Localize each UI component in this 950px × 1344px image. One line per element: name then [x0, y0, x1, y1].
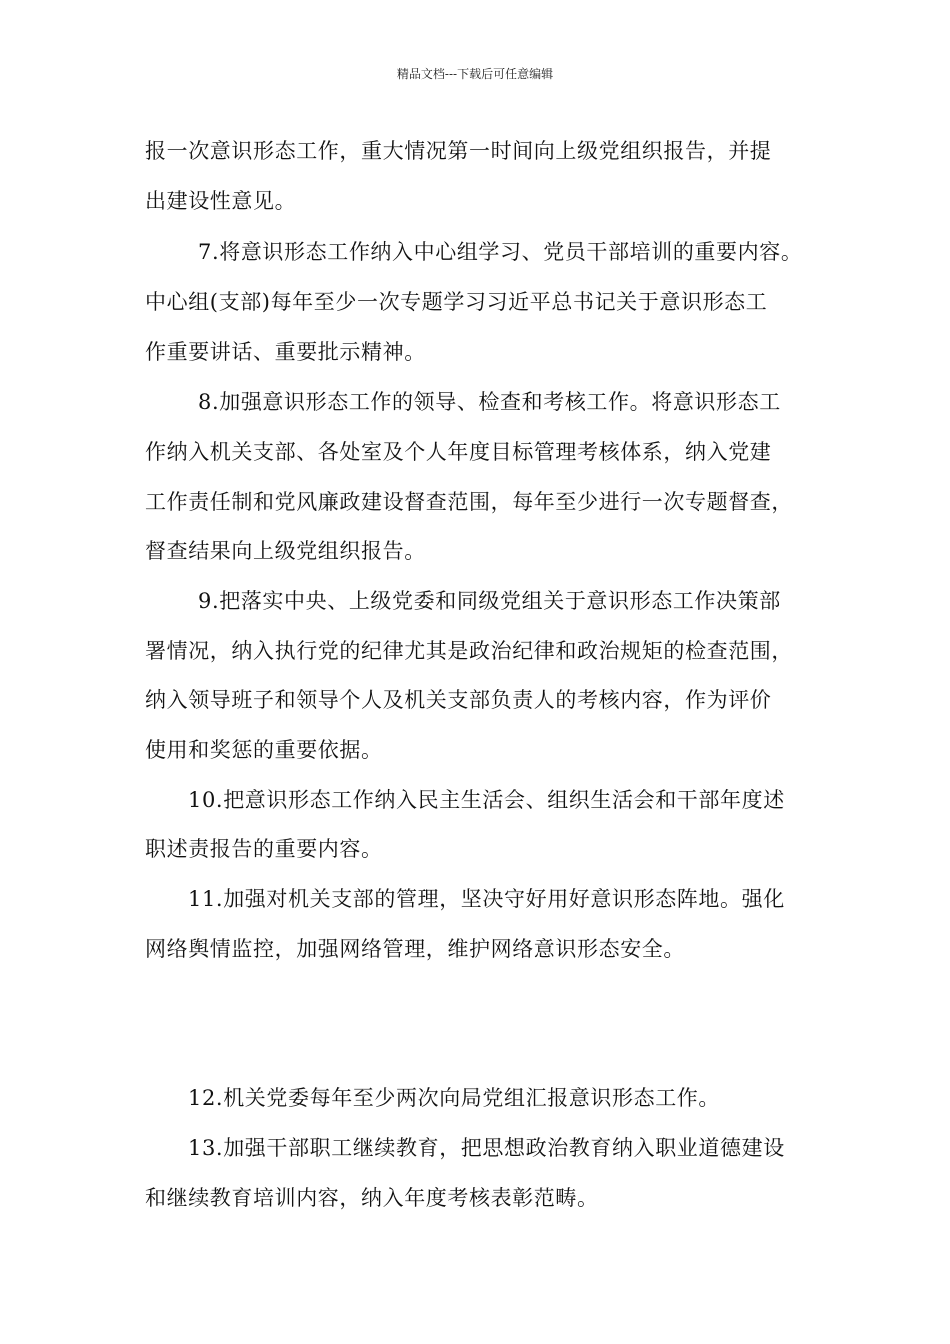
item-8-line: 工作责任制和党风廉政建设督查范围，每年至少进行一次专题督查，	[145, 490, 793, 514]
page-header: 精品文档---下载后可任意编辑	[396, 67, 554, 81]
item-9-line: 纳入领导班子和领导个人及机关支部负责人的考核内容，作为评价	[145, 688, 772, 712]
item-10-line: 职述责报告的重要内容。	[145, 837, 383, 861]
item-11-line: 11.加强对机关支部的管理，坚决守好用好意识形态阵地。强化	[188, 887, 785, 911]
paragraph-line: 出建设性意见。	[145, 189, 297, 213]
item-12-line: 12.机关党委每年至少两次向局党组汇报意识形态工作。	[188, 1086, 720, 1110]
item-9-line: 使用和奖惩的重要依据。	[145, 738, 383, 762]
item-7-line: 作重要讲话、重要批示精神。	[145, 340, 426, 364]
paragraph-line: 报一次意识形态工作，重大情况第一时间向上级党组织报告，并提	[145, 139, 772, 163]
item-8-line: 作纳入机关支部、各处室及个人年度目标管理考核体系，纳入党建	[145, 440, 772, 464]
item-9-line: 9.把落实中央、上级党委和同级党组关于意识形态工作决策部	[198, 589, 781, 613]
item-8-line: 督查结果向上级党组织报告。	[145, 539, 426, 563]
item-8-line: 8.加强意识形态工作的领导、检查和考核工作。将意识形态工	[198, 390, 781, 414]
item-11-line: 网络舆情监控，加强网络管理，维护网络意识形态安全。	[145, 937, 685, 961]
item-7-line: 7.将意识形态工作纳入中心组学习、党员干部培训的重要内容。	[198, 240, 803, 264]
item-7-line: 中心组(支部)每年至少一次专题学习习近平总书记关于意识形态工	[145, 290, 768, 314]
item-13-line: 和继续教育培训内容，纳入年度考核表彰范畴。	[145, 1186, 599, 1210]
item-10-line: 10.把意识形态工作纳入民主生活会、组织生活会和干部年度述	[188, 788, 785, 812]
item-13-line: 13.加强干部职工继续教育，把思想政治教育纳入职业道德建设	[188, 1136, 785, 1160]
item-9-line: 署情况，纳入执行党的纪律尤其是政治纪律和政治规矩的检查范围，	[145, 639, 793, 663]
